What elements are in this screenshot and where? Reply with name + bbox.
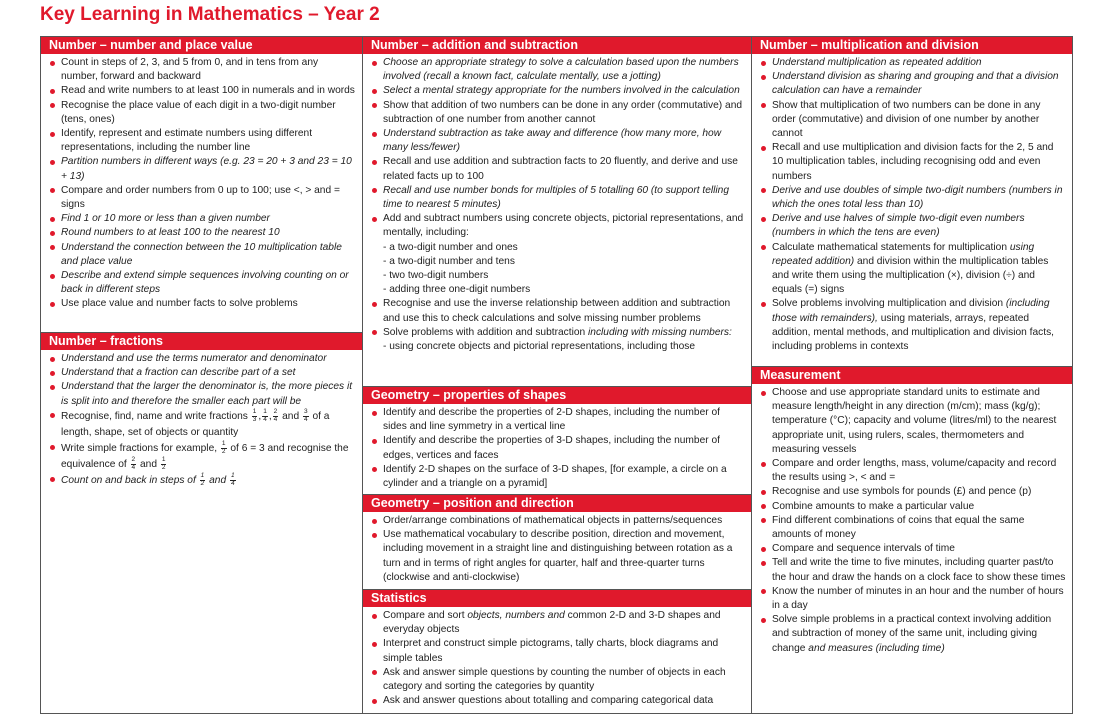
numerator: 1 — [221, 440, 226, 448]
denominator: 4 — [303, 415, 308, 423]
list-subitem: - a two-digit number and tens — [383, 255, 515, 267]
list-item: Ask and answer simple questions by counting the number of objects in each category and sorting the categories by quantity — [371, 666, 745, 694]
fraction-three-quarters — [303, 409, 309, 423]
list-item: Compare and sequence intervals of time — [760, 542, 1066, 556]
item-text: and division within the multiplication tables and write them using the multiplication (×), division (÷) and equals (=) signs — [772, 255, 1049, 296]
section-measurement — [752, 366, 1072, 656]
column-left — [41, 37, 362, 713]
list-item: Recall and use number bonds for multiples of 5 totalling 60 (to support telling time to nearest 5 minutes) — [371, 184, 745, 212]
section-heading: Statistics — [363, 590, 751, 607]
section-heading: Number – addition and subtraction — [363, 37, 751, 54]
list-item: Derive and use halves of simple two-digit even numbers (numbers in which the tens are even) — [760, 212, 1066, 240]
list-item: Recall and use addition and subtraction facts to 20 fluently, and derive and use related facts up to 100 — [371, 155, 745, 183]
section-place-value — [41, 37, 362, 312]
fraction-one-half — [221, 441, 227, 455]
list-item — [371, 609, 745, 637]
list-item — [760, 613, 1066, 656]
list-item: Compare and order lengths, mass, volume/capacity and record the results using >, < and = — [760, 457, 1066, 485]
list-item: Describe and extend simple sequences involving counting on or back in different steps — [49, 269, 356, 297]
section-heading: Geometry – properties of shapes — [363, 387, 751, 404]
denominator: 2 — [221, 447, 226, 455]
list-item: Understand multiplication as repeated addition — [760, 56, 1066, 70]
list-item: Understand that a fraction can describe part of a set — [49, 366, 356, 380]
list-item: Identify, represent and estimate numbers using different representations, including the number line — [49, 127, 356, 155]
list-item: Know the number of minutes in an hour and the number of hours in a day — [760, 585, 1066, 613]
fraction-text: of 6 = 3 and recognise the equivalence of — [61, 442, 349, 470]
fraction-text: Count on and back in steps of — [61, 474, 196, 486]
item-text: Solve problems involving multiplication and division — [772, 298, 1004, 310]
bullet-list — [41, 350, 362, 489]
section-multiplication-division — [752, 37, 1072, 354]
curriculum-grid — [40, 36, 1073, 714]
list-item: Choose an appropriate strategy to solve a calculation based upon the numbers involved (recall a known fact, calculate mentally, use a jotting) — [371, 56, 745, 84]
item-text-italic: (including those with remainders), — [772, 298, 1050, 324]
numerator: 1 — [200, 472, 205, 480]
list-item: Add and subtract numbers using concrete objects, pictorial representations, and mentally, including: — [371, 212, 745, 240]
list-item: Round numbers to at least 100 to the nearest 10 — [49, 226, 356, 240]
numerator: 1 — [161, 456, 166, 464]
denominator: 3 — [252, 415, 257, 423]
list-item: Select a mental strategy appropriate for the numbers involved in the calculation — [371, 84, 745, 98]
bullet-list — [363, 404, 751, 491]
page-title: Key Learning in Mathematics – Year 2 — [40, 4, 380, 25]
numerator: 1 — [252, 408, 257, 416]
denominator: 4 — [263, 415, 267, 423]
fraction-one-third — [252, 409, 258, 423]
list-item: Identify and describe the properties of 2-D shapes, including the number of sides and line symmetry in a vertical line — [371, 406, 745, 434]
list-item: Identify 2-D shapes on the surface of 3-D shapes, [for example, a circle on a cylinder and a triangle on a pyramid] — [371, 463, 745, 491]
numerator: 1 — [263, 408, 267, 416]
item-text-italic: objects, numbers and — [467, 610, 565, 621]
list-item: Recall and use multiplication and division facts for the 2, 5 and 10 multiplication tables, including recognising odd and even numbers — [760, 141, 1066, 184]
item-text-italic: and measures (including time) — [808, 642, 945, 654]
bullet-list — [752, 384, 1072, 656]
section-heading: Geometry – position and direction — [363, 495, 751, 512]
list-item: Interpret and construct simple pictograms, tally charts, block diagrams and simple tables — [371, 637, 745, 665]
list-item: Identify and describe the properties of 3-D shapes, including the number of edges, vertices and faces — [371, 434, 745, 462]
item-text: Compare and sort — [383, 610, 465, 621]
list-item: Derive and use doubles of simple two-digit numbers (numbers in which the ones total less than 10) — [760, 184, 1066, 212]
list-item: Tell and write the time to five minutes, including quarter past/to the hour and draw the hands on a clock face to show these times — [760, 556, 1066, 584]
section-heading: Measurement — [752, 367, 1072, 384]
section-heading: Number – number and place value — [41, 37, 362, 54]
numerator: 3 — [303, 408, 308, 416]
list-item — [760, 241, 1066, 298]
item-text-italic: including with missing numbers: — [588, 326, 732, 338]
list-item: Understand that the larger the denominator is, the more pieces it is split into and therefore the smaller each part will be — [49, 380, 356, 408]
list-item: Recognise the place value of each digit in a two-digit number (tens, ones) — [49, 99, 356, 127]
fraction-text: Write simple fractions for example, — [61, 442, 218, 454]
denominator: 2 — [200, 479, 205, 487]
list-subitem: - using concrete objects and pictorial representations, including those — [383, 341, 696, 353]
list-item: Choose and use appropriate standard units to estimate and measure length/height in any direction (m/cm); mass (kg/g); temperature (°C); capacity and volume (litres/ml) to the nearest appropriate unit, using rulers, scales, thermometers and measuring vessels — [760, 386, 1066, 457]
column-right — [751, 37, 1072, 713]
list-item: Recognise and use symbols for pounds (£) and pence (p) — [760, 485, 1066, 499]
list-item: Ask and answer questions about totalling and comparing categorical data — [371, 694, 745, 708]
list-item: Order/arrange combinations of mathematical objects in patterns/sequences — [371, 514, 745, 528]
list-item — [49, 441, 356, 473]
section-position-direction — [363, 494, 751, 585]
list-subitem: - two two-digit numbers — [383, 270, 489, 282]
fraction-text: and — [209, 474, 227, 486]
list-item: Understand division as sharing and grouping and that a division calculation can have a remainder — [760, 70, 1066, 98]
denominator: 4 — [273, 415, 278, 423]
list-item — [49, 473, 356, 489]
section-heading: Number – fractions — [41, 333, 362, 350]
list-item: Compare and order numbers from 0 up to 100; use <, > and = signs — [49, 184, 356, 212]
list-subitem: - adding three one-digit numbers — [383, 284, 531, 296]
fraction-text: and — [282, 410, 300, 422]
section-fractions — [41, 332, 362, 489]
denominator: 4 — [131, 463, 136, 471]
fraction-one-half — [161, 457, 167, 471]
list-item: Recognise, find, name and write fractions $\frac{1}{3}$ , $\frac{1}{4}$ , $\frac{2}{4}$ and $\frac{3}{4}$ of a length, shape, set of objects or quantity — [49, 409, 356, 441]
bullet-list — [752, 54, 1072, 354]
item-text-italic: using repeated addition) — [772, 241, 1035, 267]
fraction-text: Recognise, find, name and write fractions — [61, 410, 248, 422]
section-heading: Number – multiplication and division — [752, 37, 1072, 54]
list-item: Count in steps of 2, 3, and 5 from 0, and in tens from any number, forward and backward — [49, 56, 356, 84]
bullet-list — [363, 607, 751, 708]
fraction-two-quarters — [273, 409, 279, 423]
list-subitem: - a two-digit number and ones — [383, 241, 518, 253]
numerator: 2 — [131, 456, 136, 464]
bullet-list — [363, 512, 751, 585]
list-item: Use place value and number facts to solve problems — [49, 297, 356, 311]
list-item: Understand the connection between the 10 multiplication table and place value — [49, 241, 356, 269]
list-item: Recognise and use the inverse relationship between addition and subtraction and use this to check calculations and solve missing number problems — [371, 297, 745, 325]
item-text: common 2-D and 3-D shapes and everyday objects — [383, 610, 721, 636]
denominator: 2 — [161, 463, 166, 471]
list-item: Find different combinations of coins that equal the same amounts of money — [760, 514, 1066, 542]
fraction-one-quarter — [230, 473, 236, 487]
list-item: Show that multiplication of two numbers can be done in any order (commutative) and division of one number by another cannot — [760, 99, 1066, 142]
item-text: Solve problems with addition and subtraction — [383, 326, 586, 338]
item-text: Solve simple problems in a practical context involving addition and subtraction of money of the same unit, including giving change — [772, 614, 1052, 654]
item-text: using materials, arrays, repeated addition, mental methods, and multiplication and division facts, including problems in contexts — [772, 312, 1055, 353]
numerator: 1 — [230, 472, 235, 480]
bullet-list — [41, 54, 362, 312]
fraction-text: and — [140, 458, 158, 470]
denominator: 4 — [230, 479, 235, 487]
list-item: Partition numbers in different ways (e.g. 23 = 20 + 3 and 23 = 10 + 13) — [49, 155, 356, 183]
list-item: Find 1 or 10 more or less than a given number — [49, 212, 356, 226]
fraction-text: of a length, shape, set of objects or quantity — [61, 410, 330, 438]
list-item: Understand subtraction as take away and difference (how many more, how many less/fewer) — [371, 127, 745, 155]
bullet-list — [363, 54, 751, 354]
fraction-one-half — [200, 473, 206, 487]
list-item: Read and write numbers to at least 100 in numerals and in words — [49, 84, 356, 98]
list-item: Combine amounts to make a particular value — [760, 500, 1066, 514]
item-text: Calculate mathematical statements for multiplication — [772, 241, 1007, 253]
fraction-two-quarters — [131, 457, 137, 471]
fraction-one-quarter — [262, 409, 268, 423]
section-addition-subtraction — [363, 37, 751, 354]
section-statistics — [363, 589, 751, 708]
numerator: 2 — [273, 408, 278, 416]
list-item: Understand and use the terms numerator and denominator — [49, 352, 356, 366]
list-item: Use mathematical vocabulary to describe position, direction and movement, including movement in a straight line and distinguishing between rotation as a turn and in terms of right angles for quarter, half and three-quarter turns (clockwise and anti-clockwise) — [371, 528, 745, 585]
list-item: Show that addition of two numbers can be done in any order (commutative) and subtraction of one number from another cannot — [371, 99, 745, 127]
column-middle — [362, 37, 751, 713]
section-properties-of-shapes — [363, 386, 751, 491]
list-item — [371, 326, 745, 340]
list-item — [760, 297, 1066, 354]
